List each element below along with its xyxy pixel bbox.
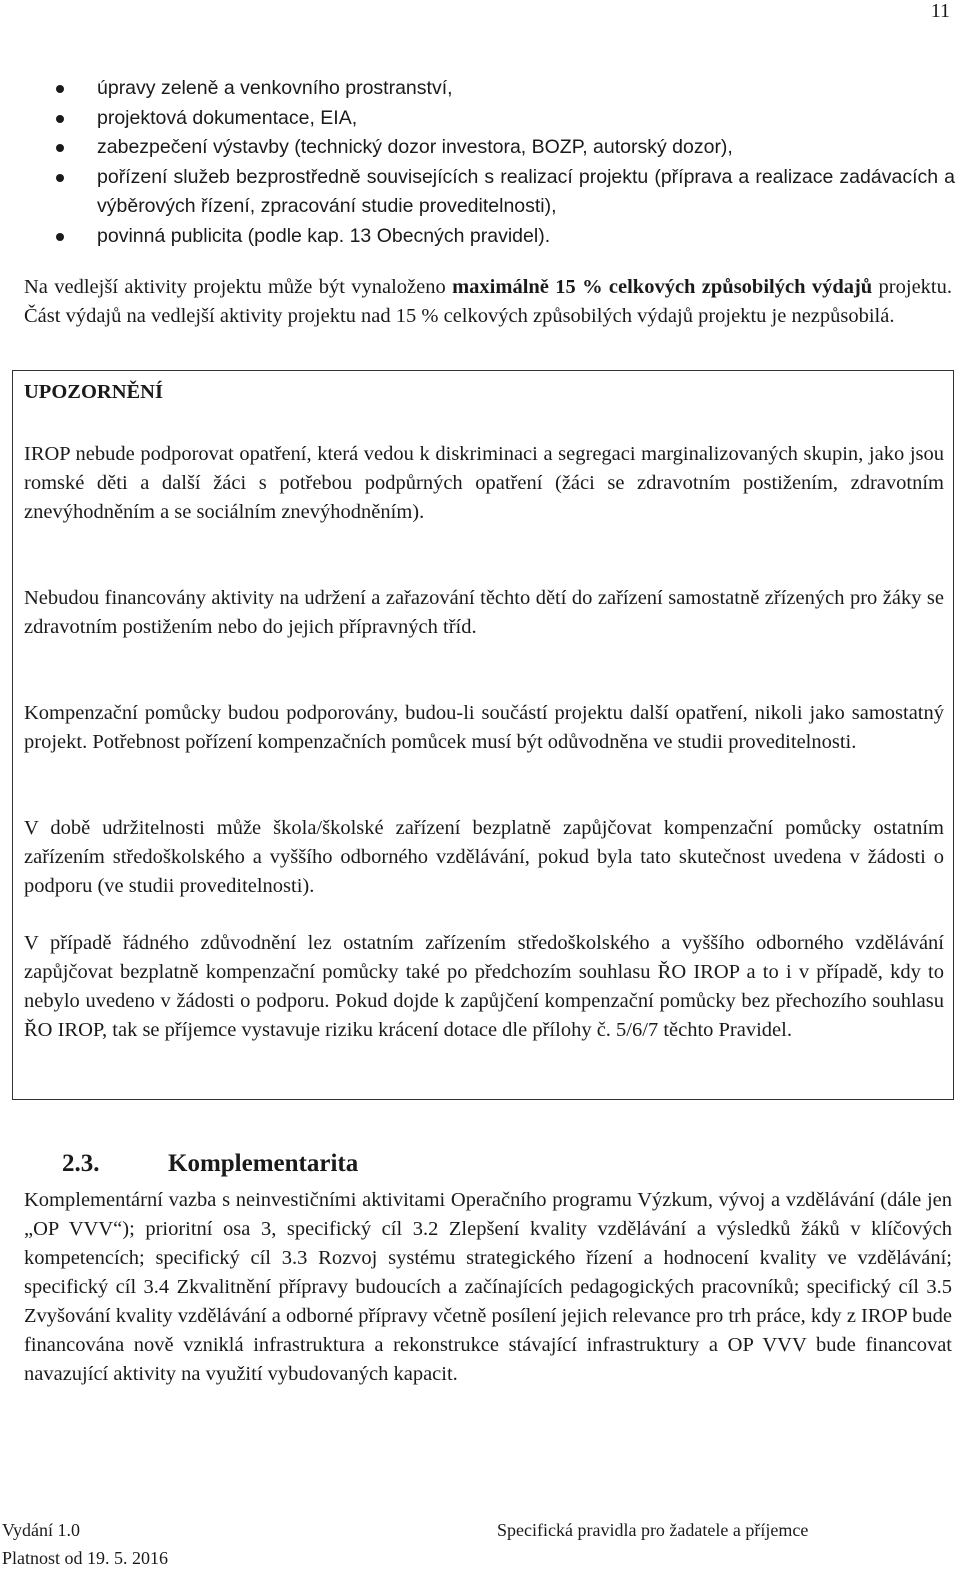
list-item-text: povinná publicita (podle kap. 13 Obecných pravidel). [97,224,551,247]
list-item [50,222,955,252]
notice-paragraph: IROP nebude podporovat opatření, která vedou k diskriminaci a segregaci marginalizovaných skupin, jako jsou romské děti a další žáci s potřebou podpůrných opatření (žáci se zdravotním postižením, zdravotním znevýhodněním a se sociálním znevýhodněním). [24,443,944,523]
notice-paragraph: V případě řádného zdůvodnění lez ostatním zařízením středoškolského a vyššího odborného vzdělávání zapůjčovat bezplatně kompenzační pomůcky také po předchozím souhlasu ŘO IROP a to i v případě, kdy to nebylo uvedeno v žádosti o podporu. Pokud dojde k zapůjčení kompenzační pomůcky bez přechozího souhlasu ŘO IROP, tak se příjemce vystavuje riziku krácení dotace dle přílohy č. 5/6/7 těchto Pravidel. [24,932,944,1041]
eligible-expenses-list [50,74,955,251]
notice-paragraph: Nebudou financovány aktivity na udržení a zařazování těchto dětí do zařízení samostatně zřízených pro žáky se zdravotním postižením nebo do jejich přípravných tříd. [24,587,944,638]
section-number: 2.3. [62,1150,100,1177]
emphasis-text: maximálně 15 % celkových způsobilých výdajů [452,276,873,298]
edition-label: Vydání 1.0 [2,1520,80,1540]
footer-doc-title: Specifická pravidla pro žadatele a příjemce [497,1520,809,1540]
bullet-icon [56,233,64,241]
bullet-icon [56,174,64,182]
bullet-icon [56,115,64,123]
section-title: Komplementarita [168,1150,359,1177]
bullet-icon [56,144,64,152]
valid-from-label: Platnost od 19. 5. 2016 [2,1548,169,1568]
notice-title: UPOZORNĚNÍ [24,381,163,403]
page-number: 11 [930,0,950,22]
notice-paragraph: Kompenzační pomůcky budou podporovány, budou-li součástí projektu další opatření, nikoli jako samostatný projekt. Potřebnost pořízení kompenzačních pomůcek musí být odůvodněna ve studii proveditelnosti. [24,702,944,753]
list-item [50,133,955,163]
section-body: Komplementární vazba s neinvestičními aktivitami Operačního programu Výzkum, vývoj a vzdělávání (dále jen „OP VVV“); prioritní osa 3, specifický cíl 3.2 Zlepšení kvality vzdělávání a výsledků žáků v klíčových kompetencích; specifický cíl 3.3 Rozvoj systému strategického řízení a hodnocení kvality ve vzdělávání; specifický cíl 3.4 Zkvalitnění přípravy budoucích a začínajících pedagogických pracovníků; specifický cíl 3.5 Zvyšování kvality vzdělávání a odborné přípravy včetně posílení jejich relevance pro trh práce, kdy z IROP bude financována nově vzniklá infrastruktura a rekonstrukce stávající infrastruktury a OP VVV bude financovat navazující aktivity na využití vybudovaných kapacit. [24,1189,952,1385]
list-item-text: projektová dokumentace, EIA, [97,106,358,129]
list-item [50,104,955,134]
list-item-text: pořízení služeb bezprostředně souvisejících s realizací projektu (příprava a realizace zadávacích a výběrových řízení, zpracování studie proveditelnosti), [97,165,955,217]
paragraph-text: Na vedlejší aktivity projektu může být vynaloženo [24,276,453,298]
paragraph-text: projektu. Část výdajů na vedlejší aktivity projektu nad 15 % celkových způsobilých výdajů projektu je nezpůsobilá. [24,276,952,327]
section-heading [62,1150,358,1178]
list-item-text: úpravy zeleně a venkovního prostranství, [97,77,453,99]
list-item [50,163,955,222]
list-item [50,74,955,104]
bullet-icon [56,85,64,93]
notice-paragraph: V době udržitelnosti může škola/školské zařízení bezplatně zapůjčovat kompenzační pomůcky ostatním zařízením středoškolského a vyššího odborného vzdělávání, pokud byla tato skutečnost uvedena v žádosti o podporu (ve studii proveditelnosti). [24,817,944,897]
secondary-activities-paragraph [24,273,952,331]
list-item-text: zabezpečení výstavby (technický dozor investora, BOZP, autorský dozor), [97,136,733,158]
footer-left [2,1516,168,1572]
notice-box [12,370,954,1100]
